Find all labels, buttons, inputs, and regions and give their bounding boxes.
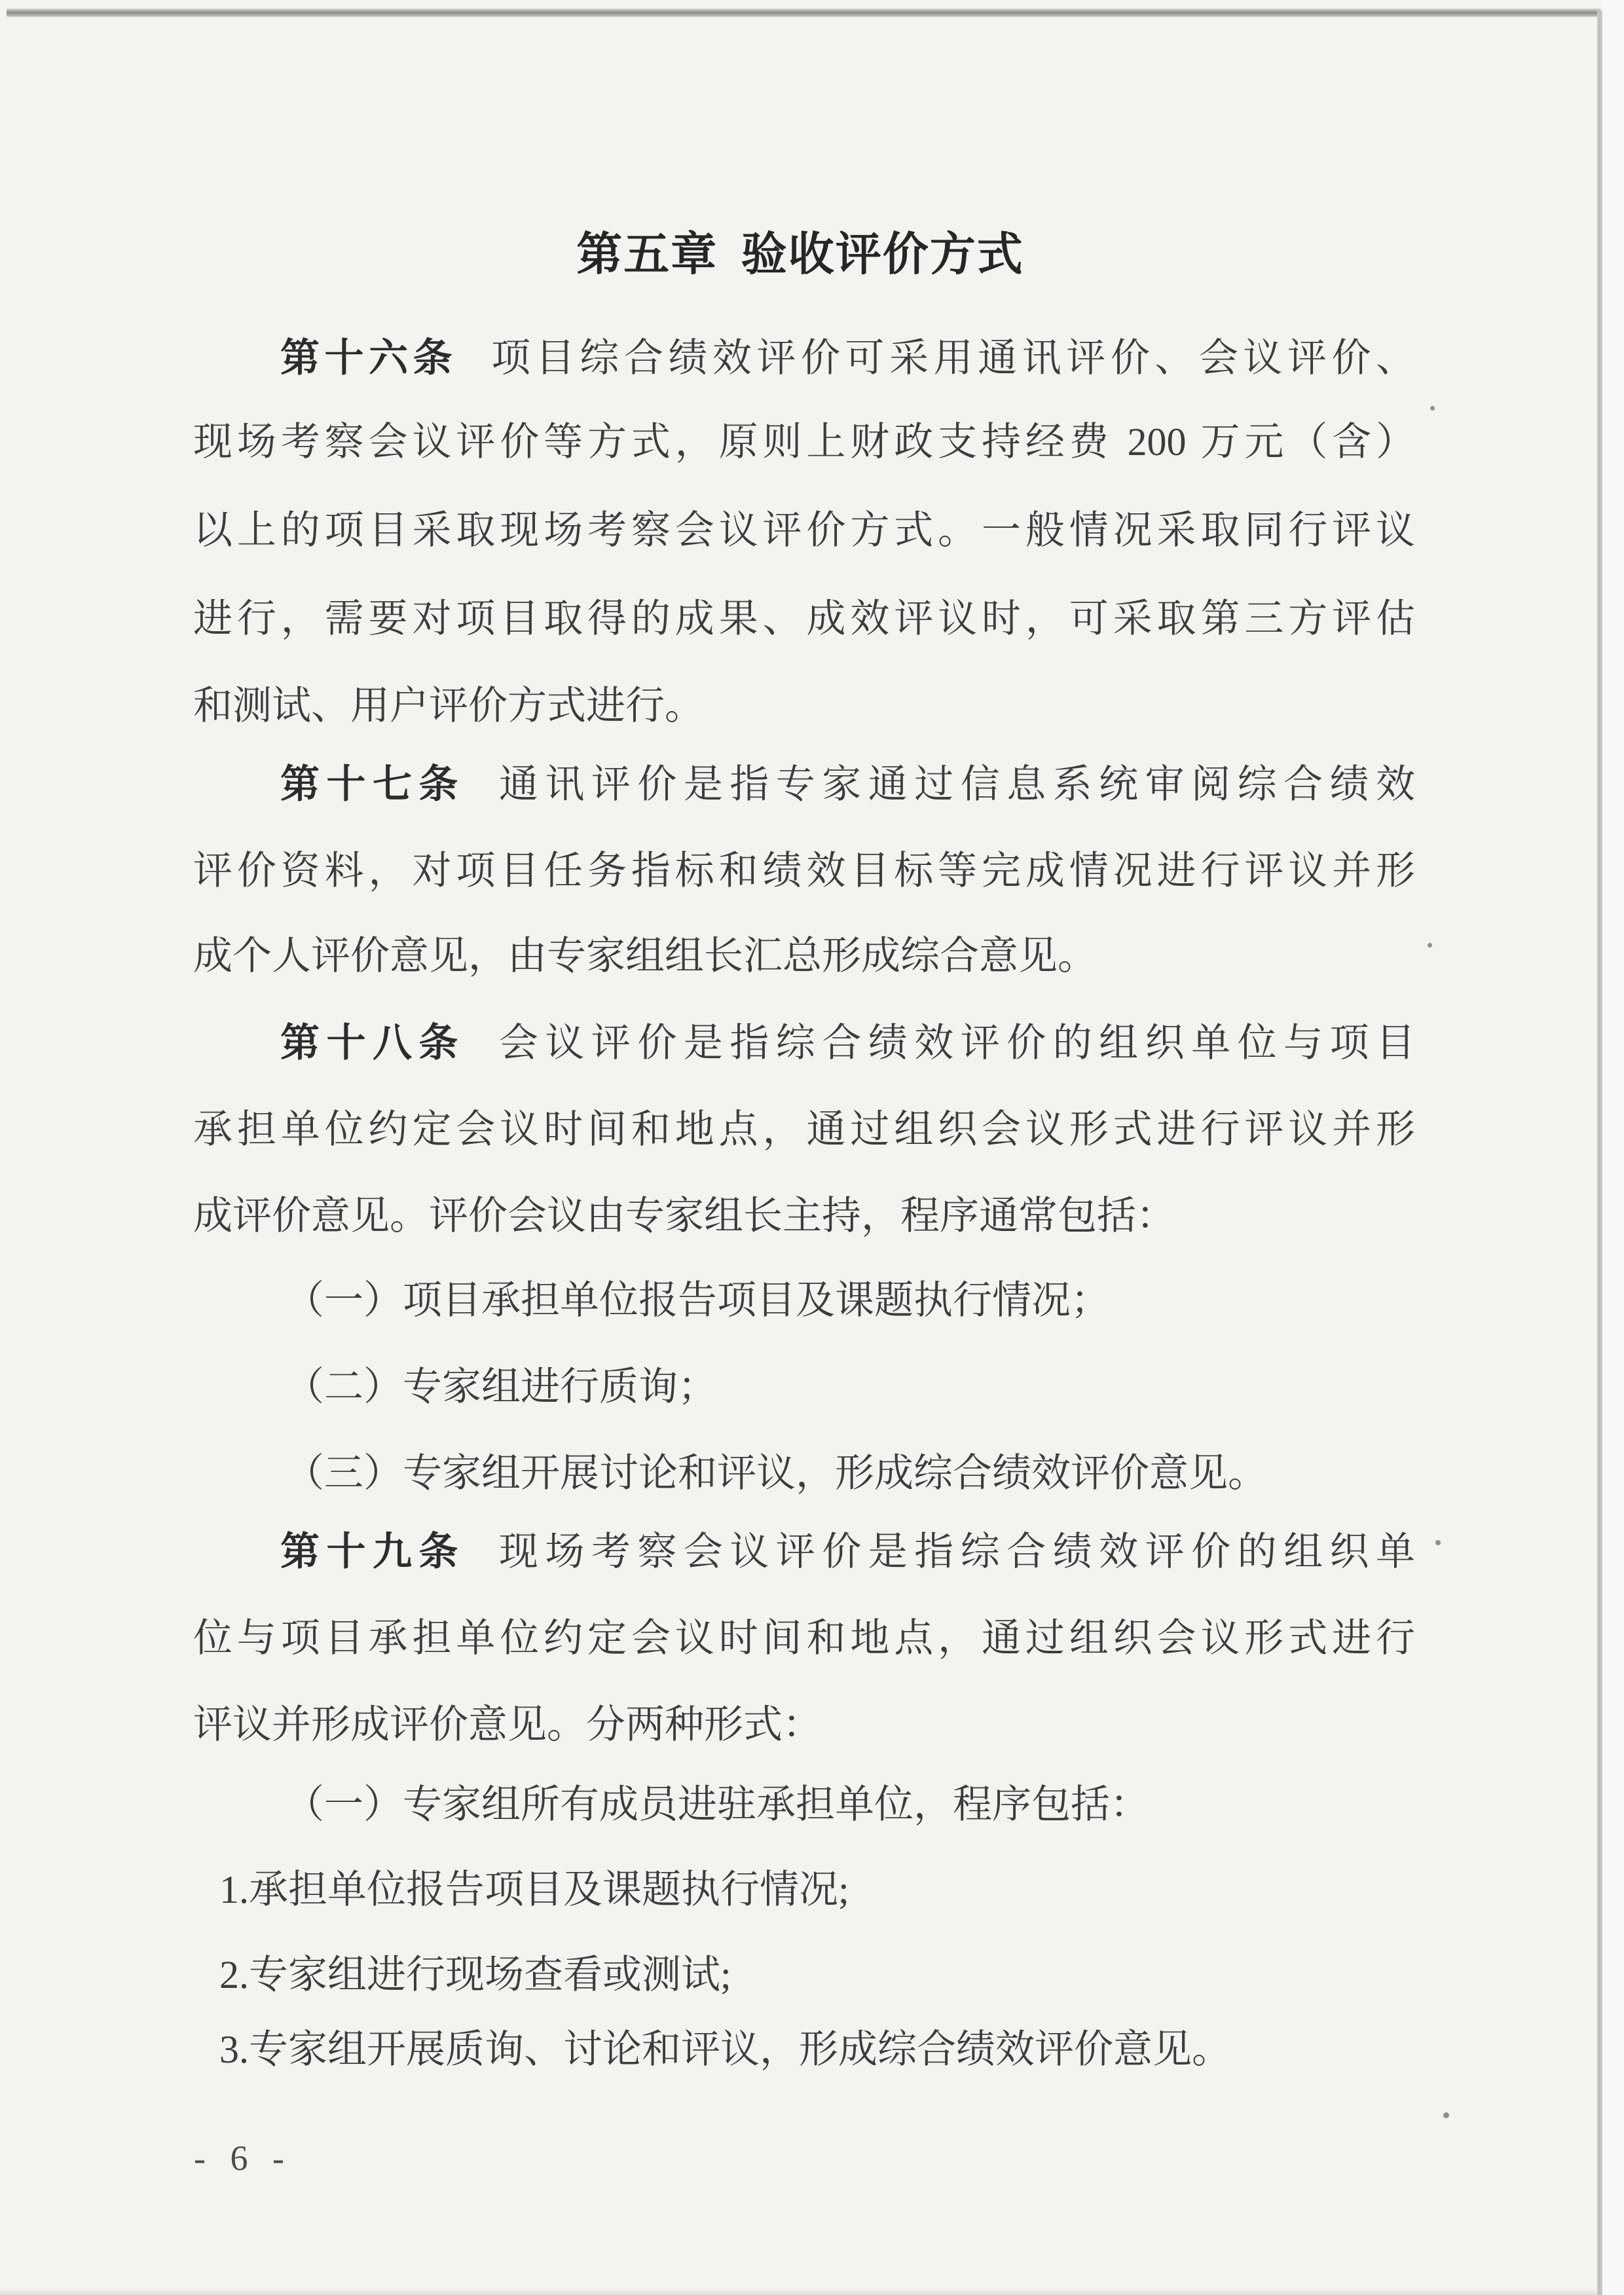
line-text: 2.专家组进行现场查看或测试; xyxy=(219,1953,731,1996)
text-line xyxy=(193,678,1415,735)
article-number-label: 第十六条 xyxy=(280,337,458,380)
text-line xyxy=(193,1446,1415,1502)
text-line xyxy=(193,1777,1415,1833)
text-line xyxy=(193,928,1415,985)
chapter-title: 第五章 验收评价方式 xyxy=(576,229,1024,280)
text-line xyxy=(193,843,1415,900)
text-line xyxy=(193,1102,1415,1158)
line-text: 评价资料，对项目任务指标和绩效目标等完成情况进行评议并形 xyxy=(193,849,1415,892)
line-text: （二）专家组进行质询； xyxy=(285,1365,717,1408)
line-text: 成个人评价意见，由专家组组长汇总形成综合意见。 xyxy=(193,934,1097,978)
line-text: 现场考察会议评价等方式，原则上财政支持经费 200 万元（含） xyxy=(193,420,1415,464)
line-text: 进行，需要对项目取得的成果、成效评议时，可采取第三方评估 xyxy=(193,597,1415,640)
text-line xyxy=(193,503,1415,559)
line-text: 3.专家组开展质询、讨论和评议，形成综合绩效评价意见。 xyxy=(219,2028,1231,2071)
text-line xyxy=(193,1862,1415,1919)
text-line xyxy=(193,1359,1415,1416)
text-line xyxy=(193,1611,1415,1667)
line-text: （一）专家组所有成员进驻承担单位，程序包括： xyxy=(285,1783,1149,1826)
text-line xyxy=(193,1524,1415,1581)
line-text: 以上的项目采取现场考察会议评价方式。一般情况采取同行评议 xyxy=(193,509,1415,552)
text-line xyxy=(193,1697,1415,1753)
line-text: （三）专家组开展讨论和评议，形成综合绩效评价意见。 xyxy=(285,1452,1267,1495)
line-text: 项目综合绩效评价可采用通讯评价、会议评价、 xyxy=(491,337,1416,380)
line-text: 现场考察会议评价是指综合绩效评价的组织单 xyxy=(498,1530,1416,1573)
text-line xyxy=(193,1273,1415,1329)
ink-speck xyxy=(1428,943,1432,947)
line-text: 和测试、用户评价方式进行。 xyxy=(193,684,704,727)
scan-edge-top-artifact xyxy=(7,9,1600,17)
line-text: （一）项目承担单位报告项目及课题执行情况； xyxy=(285,1279,1110,1322)
scan-edge-right-artifact xyxy=(1597,10,1602,2295)
text-line xyxy=(193,2022,1415,2078)
line-text: 通讯评价是指专家通过信息系统审阅综合绩效 xyxy=(498,763,1416,806)
line-text: 位与项目承担单位约定会议时间和地点，通过组织会议形式进行 xyxy=(193,1617,1415,1660)
scan-right-margin xyxy=(1602,0,1624,2295)
ink-speck xyxy=(1435,1540,1441,1545)
line-text: 承担单位约定会议时间和地点，通过组织会议形式进行评议并形 xyxy=(193,1108,1415,1151)
text-line xyxy=(193,591,1415,648)
line-text: 评议并形成评价意见。分两种形式： xyxy=(193,1703,822,1746)
ink-speck xyxy=(1430,406,1435,411)
article-number-label: 第十八条 xyxy=(280,1021,465,1065)
line-text: 1.承担单位报告项目及课题执行情况; xyxy=(219,1868,849,1911)
line-text: 会议评价是指综合绩效评价的组织单位与项目 xyxy=(498,1021,1416,1065)
text-line xyxy=(193,757,1415,813)
ink-speck xyxy=(1443,2112,1449,2118)
article-number-label: 第十七条 xyxy=(280,763,465,806)
article-number-label: 第十九条 xyxy=(280,1530,465,1573)
text-line xyxy=(193,1947,1415,2004)
text-line xyxy=(193,1016,1415,1072)
line-text: 成评价意见。评价会议由专家组长主持，程序通常包括： xyxy=(193,1194,1175,1238)
page-number: - 6 - xyxy=(194,2139,292,2178)
text-line xyxy=(193,1188,1415,1245)
text-line xyxy=(193,331,1415,387)
text-line xyxy=(193,414,1415,471)
scan-edge-bottom-artifact xyxy=(0,2289,1597,2295)
